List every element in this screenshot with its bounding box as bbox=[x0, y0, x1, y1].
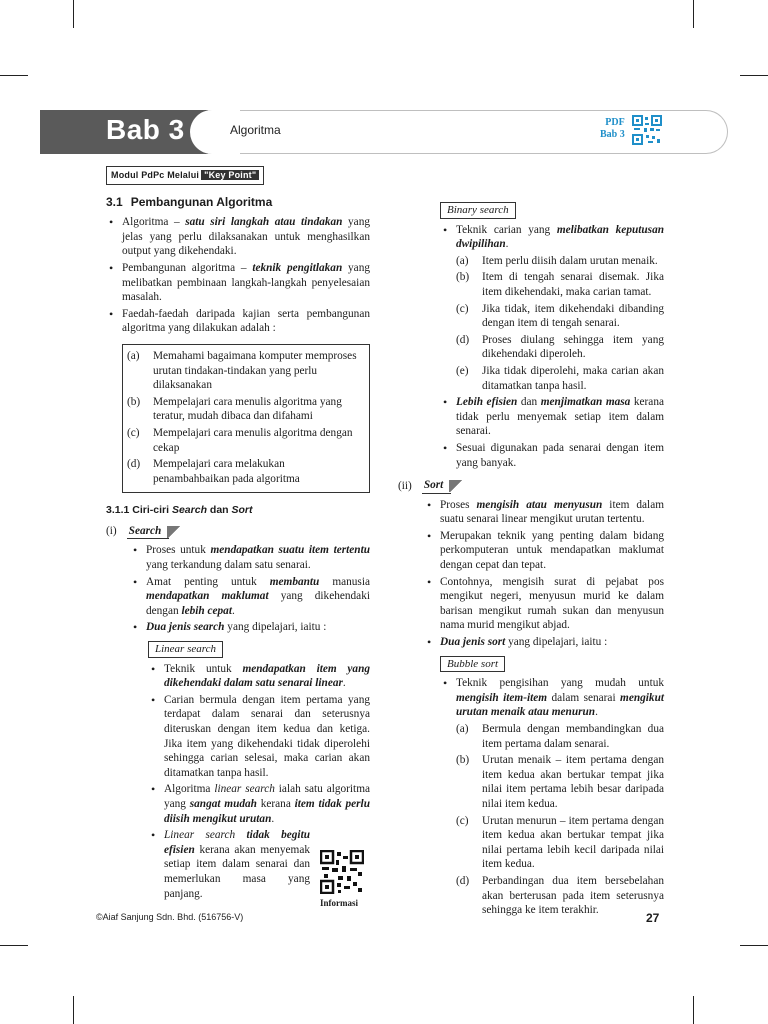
list-item: • Faedah-faedah daripada kajian serta pembangunan algoritma yang dilakukan adalah : bbox=[122, 307, 370, 336]
tag-arrow-icon bbox=[449, 480, 463, 492]
list-item: (e) Jika tidak diperolehi, maka carian akan ditamatkan tanpa hasil. bbox=[456, 364, 664, 392]
list-item: • Dua jenis sort yang dipelajari, iaitu : bbox=[440, 635, 664, 650]
search-label: Search bbox=[127, 524, 170, 540]
left-column bbox=[106, 166, 370, 903]
section-title bbox=[106, 195, 370, 210]
modul-highlight: "Key Point" bbox=[201, 170, 259, 180]
list-item: • Dua jenis search yang dipelajari, iaitu : bbox=[146, 620, 370, 635]
list-item: (c) Urutan menurun – item pertama dengan item kedua akan bertukar tempat jika nilai pertama lebih kecil daripada nilai item kedua. bbox=[456, 814, 664, 871]
modul-text: Modul PdPc Melalui bbox=[111, 170, 200, 180]
linear-search-label: Linear search bbox=[148, 641, 223, 658]
list-item: • Proses mengisih atau menyusun item dalam suatu senarai linear mengikut urutan tertentu. bbox=[440, 498, 664, 527]
list-item: • Proses untuk mendapatkan suatu item tertentu yang terkandung dalam satu senarai. bbox=[146, 543, 370, 572]
crop-mark bbox=[740, 945, 768, 946]
binary-search-label: Binary search bbox=[440, 202, 516, 219]
list-item: • Teknik untuk mendapatkan item yang dikehendaki dalam satu senarai linear. bbox=[164, 662, 370, 691]
list-item: (d) Perbandingan dua item bersebelahan akan berterusan pada item seterusnya sehingga ke item terakhir. bbox=[456, 874, 664, 917]
section-bullets bbox=[106, 215, 370, 336]
chapter-topic: Algoritma bbox=[230, 123, 281, 137]
search-heading bbox=[106, 524, 370, 540]
crop-mark bbox=[693, 996, 694, 1024]
list-item: (b) Urutan menaik – item pertama dengan item kedua akan bertukar tempat jika nilai item pertama lebih besar daripada nilai item kedua. bbox=[456, 754, 664, 810]
list-item: (a) Memahami bagaimana komputer memproses urutan tindakan-tindakan yang perlu dilaksanakan bbox=[127, 349, 357, 392]
qr-code-icon[interactable] bbox=[632, 115, 662, 145]
list-item: • Pembangunan algoritma – teknik pengitlakan yang melibatkan pembinaan langkah-langkah penyelesaian masalah. bbox=[122, 261, 370, 305]
list-item: (c) Mempelajari cara menulis algoritma dengan cekap bbox=[127, 426, 353, 454]
list-item: (c) Jika tidak, item dikehendaki dibanding dengan item di tengah senarai. bbox=[456, 302, 664, 330]
list-item: • Amat penting untuk membantu manusia mendapatkan maklumat yang dikehendaki dengan lebih cepat. bbox=[146, 575, 370, 619]
pdf-link[interactable] bbox=[600, 117, 625, 141]
list-item: (a) Bermula dengan membandingkan dua item pertama dalam senarai. bbox=[456, 723, 664, 750]
sort-bullets bbox=[398, 498, 664, 650]
list-item: • Contohnya, mengisih surat di pejabat pos mengikut negeri, menyusun murid ke dalam barisan mengikut rumah sukan dan menyusun nama murid mengikut abjad. bbox=[440, 575, 664, 633]
list-item: (d) Proses diulang sehingga item yang dikehendaki diperoleh. bbox=[456, 333, 664, 361]
chapter-number: Bab 3 bbox=[106, 114, 185, 145]
crop-mark bbox=[740, 75, 768, 76]
list-item: (b) Item di tengah senarai disemak. Jika item dikehendaki, maka carian tamat. bbox=[456, 271, 664, 298]
bubble-sort-label: Bubble sort bbox=[440, 656, 505, 673]
sort-number: (ii) bbox=[398, 479, 412, 492]
subsection-title: 3.1.1 Ciri-ciri Search dan Sort bbox=[106, 504, 253, 517]
list-item: • Carian bermula dengan item pertama yang terdapat dalam senarai dan seterusnya diteruskan dengan item kedua dan ketiga. Jika item yang dikehendaki tidak diperolehi sehingga carian selesai, maka carian akan ditamatkan tanpa hasil. bbox=[164, 693, 370, 781]
list-item: • Teknik pengisihan yang mudah untuk mengisih item-item dalam senarai mengikut urutan menaik atau menurun. (a) Bermula dengan membandingkan dua item pertama dalam senarai. (b) Urutan menaik – item pertama dengan item kedua akan bertukar tempat jika nilai item pertama lebih besar daripada nilai item kedua. (c) Urutan menurun – item pertama dengan item kedua akan bertukar tempat jika nilai pertama lebih kecil daripada nilai item kedua. (d) Perbandingan dua item bersebelahan akan berterusan pada item seterusnya sehingga ke item terakhir. bbox=[456, 676, 664, 918]
bubble-steps bbox=[456, 722, 664, 918]
sort-heading bbox=[398, 478, 664, 494]
modul-badge bbox=[106, 166, 264, 185]
section-heading: Pembangunan Algoritma bbox=[130, 194, 273, 209]
crop-mark bbox=[693, 0, 694, 28]
binary-steps bbox=[456, 254, 664, 393]
list-item: • Lebih efisien dan menjimatkan masa kerana tidak perlu menyemak setiap item dalam senarai. bbox=[456, 395, 664, 439]
sort-label: Sort bbox=[422, 478, 451, 494]
crop-mark bbox=[0, 75, 28, 76]
copyright: ©Aiaf Sanjung Sdn. Bhd. (516756-V) bbox=[96, 912, 244, 922]
list-item: • Teknik carian yang melibatkan keputusan dwipilihan. (a) Item perlu diisih dalam urutan menaik. (b) Item di tengah senarai disemak. Jika item dikehendaki, maka carian tamat. (c) Jika tidak, item dikehendaki dibanding dengan item di tengah senarai. (d) Proses diulang sehingga item yang dikehendaki diperoleh. (e) Jika tidak diperolehi, maka carian akan ditamatkan tanpa hasil. bbox=[456, 223, 664, 394]
crop-mark bbox=[73, 0, 74, 28]
list-item: (a) Item perlu diisih dalam urutan menaik. bbox=[456, 254, 658, 267]
search-bullets bbox=[106, 543, 370, 635]
qr-label: Informasi bbox=[320, 898, 358, 908]
crop-mark bbox=[0, 945, 28, 946]
right-column bbox=[398, 198, 664, 920]
page-number: 27 bbox=[646, 911, 660, 925]
list-item: (d) Mempelajari cara melakukan penambahbaikan pada algoritma bbox=[127, 458, 300, 485]
list-item: (b) Mempelajari cara menulis algoritma yang teratur, mudah dibaca dan difahami bbox=[127, 395, 342, 423]
chapter-header bbox=[40, 110, 728, 154]
benefits-box bbox=[122, 344, 370, 493]
list-item: • Merupakan teknik yang penting dalam bidang perkomputeran untuk mendapatkan maklumat dengan cepat dan tepat. bbox=[440, 529, 664, 573]
pdf-label: PDF bbox=[605, 117, 625, 128]
bubble-sort-bullets bbox=[398, 676, 664, 918]
crop-mark bbox=[73, 996, 74, 1024]
list-item: • Sesuai digunakan pada senarai dengan item yang banyak. bbox=[456, 441, 664, 470]
section-number: 3.1 bbox=[106, 194, 123, 209]
qr-code-icon[interactable] bbox=[320, 850, 364, 894]
list-item: • Linear search tidak begitu efisien kerana akan menyemak setiap item dalam senarai dan memerlukan masa yang panjang. bbox=[164, 828, 370, 901]
pdf-chapter-label: Bab 3 bbox=[600, 129, 625, 140]
search-number: (i) bbox=[106, 525, 117, 538]
list-item: • Algoritma – satu siri langkah atau tindakan yang jelas yang perlu dilaksanakan untuk menghasilkan output yang dikehendaki. bbox=[122, 215, 370, 259]
tag-arrow-icon bbox=[167, 526, 181, 538]
list-item: • Algoritma linear search ialah satu algoritma yang sangat mudah kerana item tidak perlu diisih mengikut urutan. bbox=[164, 782, 370, 826]
binary-search-bullets bbox=[398, 223, 664, 471]
